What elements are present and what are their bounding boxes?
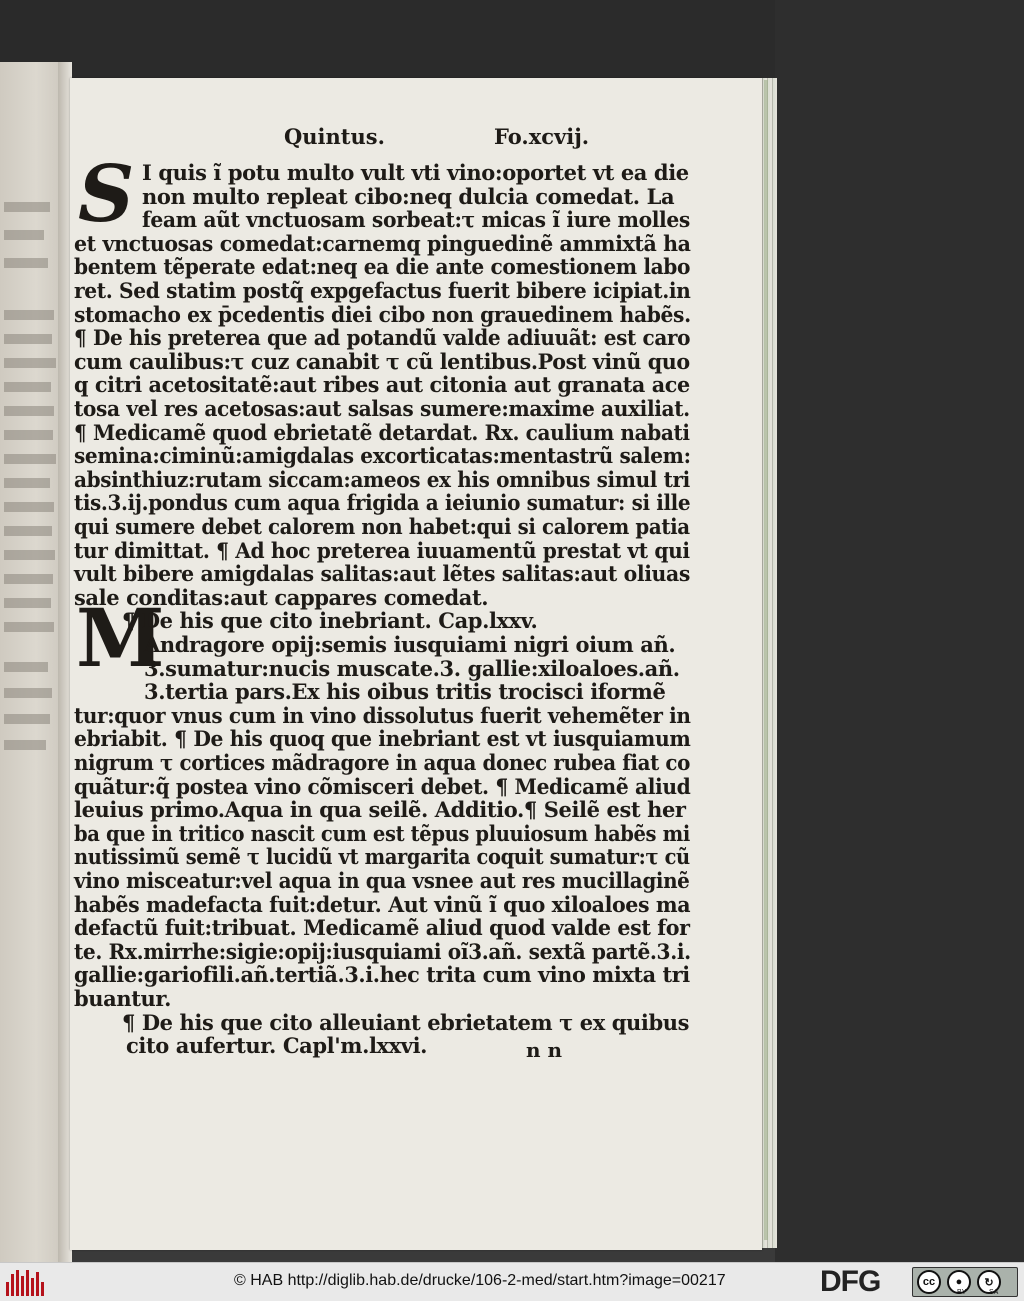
text-line: ret. Sed statim postq̃ expgefactus fuerit bibere icipiat.in bbox=[74, 278, 691, 303]
text-line: cito aufertur. Capl'm.lxxvi. bbox=[126, 1033, 428, 1059]
text-line: Andragore opij:semis iusquiami nigri oium añ. bbox=[144, 632, 676, 657]
catchword: n n bbox=[526, 1038, 563, 1062]
text-line: ba que in tritico nascit cum est tẽpus pluuiosum habẽs mi bbox=[74, 820, 690, 846]
text-line: tis.3.ij.pondus cum aqua frigida a ieiunio sumatur: si ille bbox=[74, 490, 691, 516]
cc-license-badge[interactable] bbox=[912, 1267, 1018, 1297]
by-label: BY bbox=[957, 1289, 967, 1296]
text-line: leuius primo.Aqua in qua seilẽ. Additio.¶ Seilẽ est her bbox=[74, 797, 686, 823]
text-line: buantur. bbox=[74, 986, 172, 1011]
text-line: stomacho ex p̄cedentis diei cibo non grauedinem habẽs. bbox=[74, 301, 691, 327]
text-line: I quis ĩ potu multo vult vti vino:oportet vt ea die bbox=[142, 160, 689, 185]
text-line: et vnctuosas comedat:carnemq pinguedinẽ ammixtã ha bbox=[74, 230, 691, 256]
text-line: te. Rx.mirrhe:sigie:opij:iusquiami oĩ3.añ. sextã partẽ.3.i. bbox=[74, 938, 691, 964]
text-line: tosa vel res acetosas:aut salsas sumere:maxime auxiliat. bbox=[74, 396, 690, 421]
text-line: vino misceatur:vel aqua in qua vsnee aut res mucillaginẽ bbox=[74, 868, 690, 893]
document-page bbox=[70, 78, 762, 1250]
copyright-link[interactable]: © HAB http://diglib.hab.de/drucke/106-2-med/start.htm?image=00217 bbox=[234, 1272, 726, 1289]
folio-number: Fo.xcvij. bbox=[494, 124, 590, 149]
dfg-logo: DFG bbox=[820, 1265, 881, 1298]
text-line: nigrum τ cortices mãdragore in aqua donec rubea fiat co bbox=[74, 750, 690, 775]
text-line: 3.tertia pars.Ex his oibus tritis trocisci iformẽ bbox=[144, 679, 666, 705]
text-line: ebriabit. ¶ De his quoq que inebriant est vt iusquiamum bbox=[74, 726, 691, 752]
text-line: defactũ fuit:tribuat. Medicamẽ aliud quod valde est for bbox=[74, 915, 690, 941]
text-line: feam aũt vnctuosam sorbeat:τ micas ĩ iure molles bbox=[142, 207, 690, 233]
cc-icon: cc bbox=[917, 1270, 941, 1294]
sa-label: SA bbox=[989, 1289, 999, 1296]
running-header-title: Quintus. bbox=[284, 124, 385, 149]
text-line: ¶ De his que cito inebriant. Cap.lxxv. bbox=[122, 608, 538, 634]
text-line: habẽs madefacta fuit:detur. Aut vinũ ĩ quo xiloaloes ma bbox=[74, 891, 691, 917]
text-line: ¶ De his que cito alleuiant ebrietatem τ ex quibus bbox=[122, 1009, 690, 1035]
share-alike-icon: ↻ bbox=[977, 1270, 1001, 1294]
page-edge-tint bbox=[764, 80, 768, 1240]
decorated-initial-m: M bbox=[76, 591, 165, 685]
text-line: cum caulibus:τ cuz canabit τ cũ lentibus.Post vinũ quo bbox=[74, 348, 690, 374]
text-line: tur:quor vnus cum in vino dissolutus fuerit vehemẽter in bbox=[74, 702, 691, 728]
decorated-initial-s: S bbox=[78, 149, 135, 240]
scan-background-right bbox=[775, 0, 1024, 1262]
text-line: non multo repleat cibo:neq dulcia comedat. La bbox=[142, 183, 675, 209]
text-line: semina:ciminũ:amigdalas excorticatas:mentastrũ salem: bbox=[74, 443, 691, 469]
text-line: ¶ De his preterea que ad potandũ valde adiuuãt: est caro bbox=[74, 325, 691, 351]
text-line: tur dimittat. ¶ Ad hoc preterea iuuamentũ prestat vt qui bbox=[74, 537, 690, 563]
text-line: quãtur:q̃ postea vino cõmisceri debet. ¶ Medicamẽ aliud bbox=[74, 773, 691, 799]
text-line: vult bibere amigdalas salitas:aut lẽtes salitas:aut oliuas bbox=[74, 561, 690, 587]
text-line: qui sumere debet calorem non habet:qui si calorem patia bbox=[74, 514, 690, 539]
text-line: absinthiuz:rutam siccam:ameos ex his omnibus simul tri bbox=[74, 466, 690, 492]
text-line: q citri acetositatẽ:aut ribes aut citonia aut granata ace bbox=[74, 372, 690, 398]
text-line: bentem tẽperate edat:neq ea die ante comestionem labo bbox=[74, 254, 691, 280]
footer-bar bbox=[0, 1262, 1024, 1301]
page-text-block bbox=[70, 78, 762, 1250]
hab-logo-icon bbox=[6, 1268, 46, 1296]
text-line: 3.sumatur:nucis muscate.3. gallie:xiloaloes.añ. bbox=[144, 655, 680, 681]
text-line: gallie:gariofili.añ.tertiã.3.i.hec trita cum vino mixta tri bbox=[74, 962, 690, 988]
text-line: ¶ Medicamẽ quod ebrietatẽ detardat. Rx. caulium nabati bbox=[74, 419, 690, 445]
attribution-icon: ● bbox=[947, 1270, 971, 1294]
text-line: sale conditas:aut cappares comedat. bbox=[74, 584, 489, 610]
text-line: nutissimũ semẽ τ lucidũ vt margarita coquit sumatur:τ cũ bbox=[74, 844, 690, 870]
